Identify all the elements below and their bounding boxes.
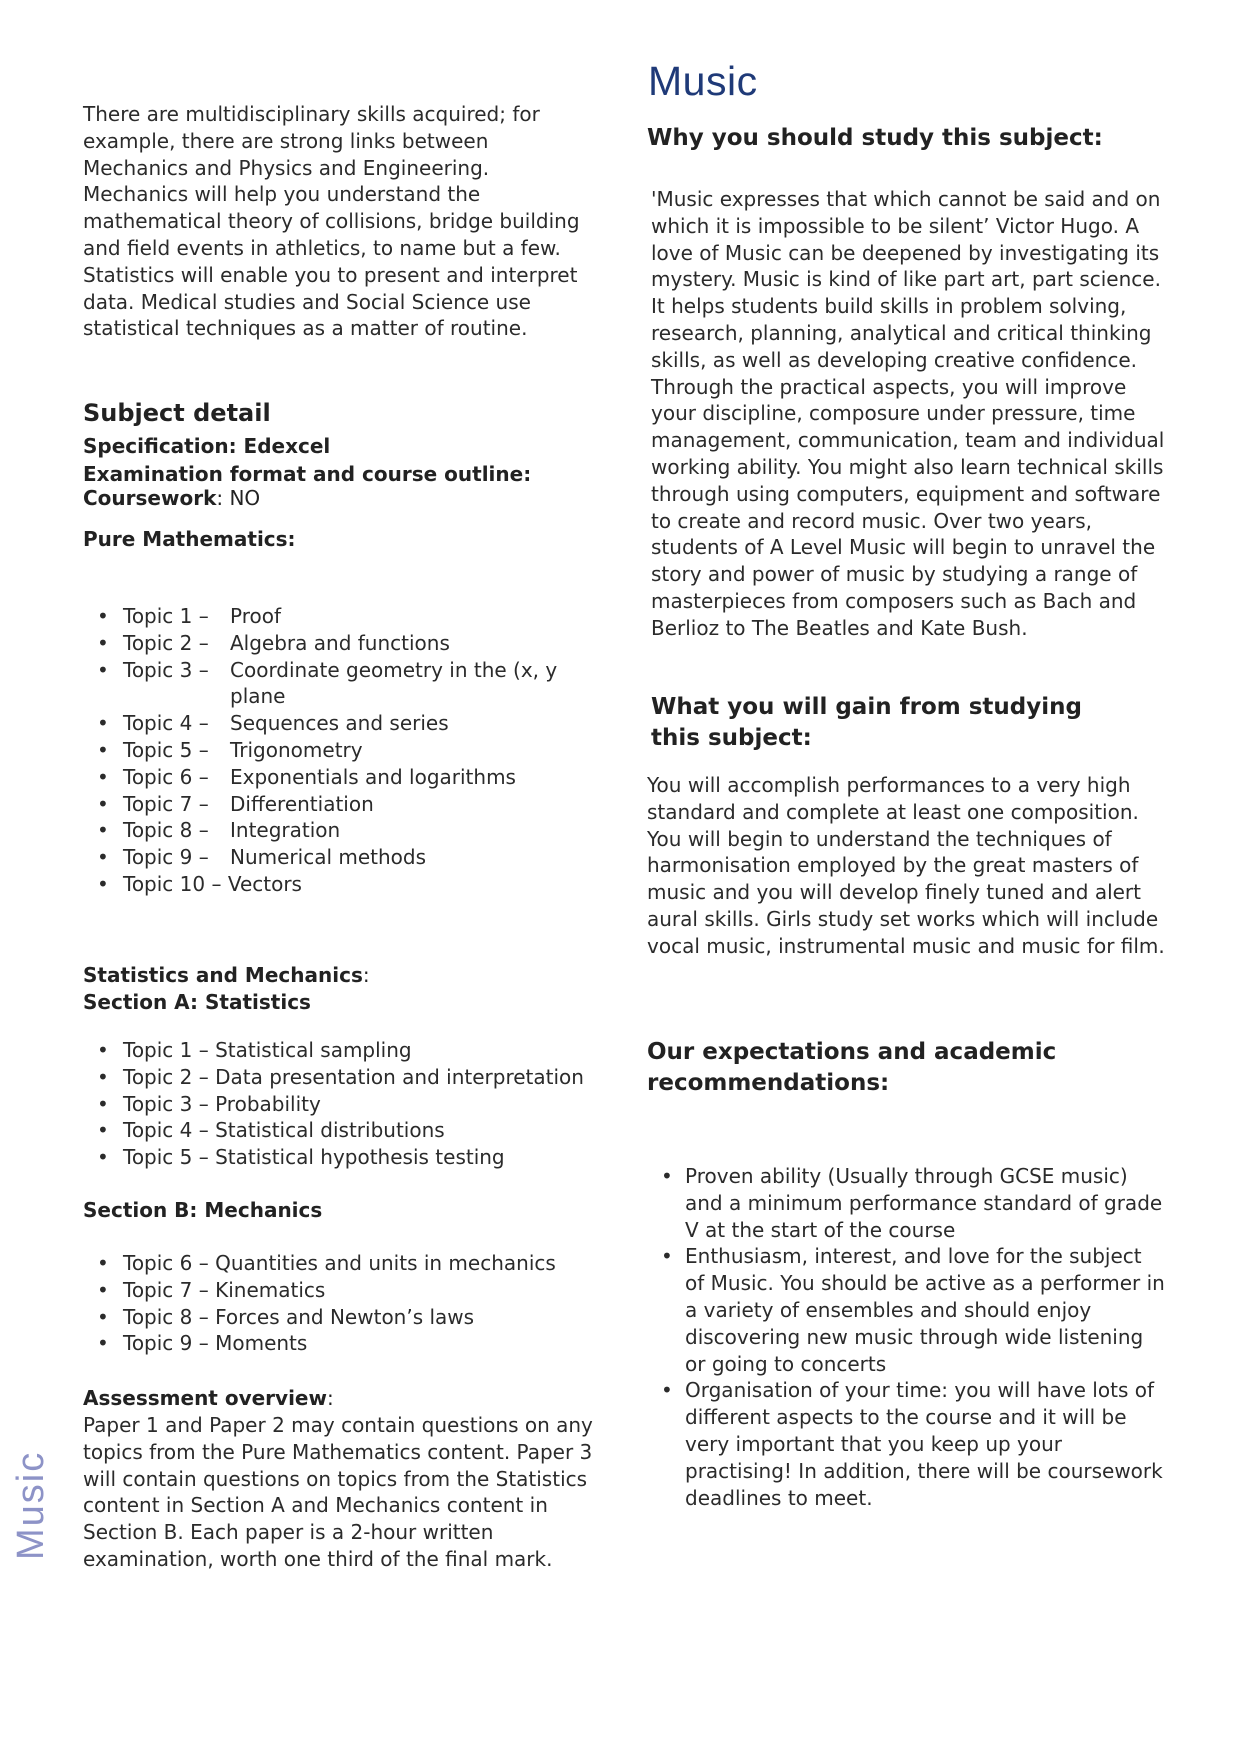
list-item: • Topic 3 – Probability: [83, 1091, 603, 1118]
list-item: • Topic 8 – Integration: [83, 817, 583, 844]
assessment-text: Paper 1 and Paper 2 may contain questions on any topics from the Pure Mathematics content. Paper 3 will contain questions on topics from the Statistics content in Section A and Mechanics content in Section B. Each paper is a 2-hour written examination, worth one third of the final mark.: [83, 1413, 593, 1571]
list-item: • Topic 4 – Sequences and series: [83, 710, 583, 737]
section-a-heading: Section A: Statistics: [83, 990, 311, 1014]
page-title: Music: [648, 58, 758, 104]
side-label: Music: [10, 1450, 52, 1560]
list-item: • Topic 9 – Moments: [83, 1330, 603, 1357]
list-item: • Topic 2 – Algebra and functions: [83, 630, 583, 657]
list-item: • Topic 8 – Forces and Newton’s laws: [83, 1304, 603, 1331]
list-item: • Enthusiasm, interest, and love for the subject of Music. You should be active as a performer in a variety of ensembles and should enjoy discovering new music through wide listening or going to concerts: [647, 1243, 1167, 1377]
specification: Specification: Edexcel: [83, 434, 331, 458]
stats-mech-heading: Statistics and Mechanics: [83, 963, 363, 987]
expectations-list: [647, 1163, 1167, 1511]
list-item: • Topic 5 – Trigonometry: [83, 737, 583, 764]
why-study-text: 'Music expresses that which cannot be said and on which it is impossible to be silent’ Victor Hugo. A love of Music can be deepened by investigating its mystery. Music is kind of like part art, part science. It helps students build skills in problem solving, research, planning, analytical and critical thinking skills, as well as developing creative confidence. Through the practical aspects, you will improve your discipline, composure under pressure, time management, communication, team and individual working ability. You might also learn technical skills through using computers, equipment and software to create and record music. Over two years, students of A Level Music will begin to unravel the story and power of music by studying a range of masterpieces from composers such as Bach and Berlioz to The Beatles and Kate Bush.: [651, 187, 1165, 640]
list-item: • Topic 4 – Statistical distributions: [83, 1117, 603, 1144]
list-item: • Organisation of your time: you will have lots of different aspects to the course and it will be very important that you keep up your practising! In addition, there will be coursework deadlines to meet.: [647, 1377, 1167, 1511]
exam-format-label: Examination format and course outline:: [83, 462, 532, 486]
list-item: • Proven ability (Usually through GCSE music) and a minimum performance standard of grade V at the start of the course: [647, 1163, 1167, 1243]
list-item: • Topic 10 – Vectors: [83, 871, 583, 898]
assessment-colon: :: [326, 1386, 334, 1410]
list-item: • Topic 6 – Quantities and units in mechanics: [83, 1250, 603, 1277]
list-item: • Topic 1 – Proof: [83, 603, 583, 630]
why-study-heading: Why you should study this subject:: [647, 125, 1103, 151]
list-item: • Topic 3 – Coordinate geometry in the (x, y plane: [83, 657, 583, 711]
list-item: • Topic 6 – Exponentials and logarithms: [83, 764, 583, 791]
gain-text: You will accomplish performances to a very high standard and complete at least one composition. You will begin to understand the techniques of harmonisation employed by the great masters of music and you will develop finely tuned and alert aural skills. Girls study set works which will include vocal music, instrumental music and music for film.: [647, 773, 1165, 958]
list-item: • Topic 2 – Data presentation and interpretation: [83, 1064, 603, 1091]
assessment-label: Assessment overview: [83, 1386, 327, 1410]
coursework-label: Coursework: [83, 486, 217, 510]
coursework-value: : NO: [216, 486, 261, 510]
section-b-heading: Section B: Mechanics: [83, 1198, 323, 1222]
assessment-heading-line: [83, 1385, 603, 1412]
list-item: • Topic 9 – Numerical methods: [83, 844, 583, 871]
stats-mech-heading-line: [83, 962, 603, 989]
list-item: • Topic 7 – Kinematics: [83, 1277, 603, 1304]
intro-paragraph: There are multidisciplinary skills acquired; for example, there are strong links between Mechanics and Physics and Engineering. Mechanics will help you understand the mathematical theory of collisions, bridge building and field events in athletics, to name but a few. Statistics will enable you to present and interpret data. Medical studies and Social Science use statistical techniques as a matter of routine.: [83, 102, 580, 341]
pure-math-heading: Pure Mathematics:: [83, 527, 296, 551]
pure-topics-list: [83, 603, 583, 898]
gain-heading: What you will gain from studying this subject:: [651, 694, 1082, 751]
list-item: • Topic 7 – Differentiation: [83, 791, 583, 818]
stats-topics-list: [83, 1037, 603, 1171]
subject-detail-heading: Subject detail: [83, 399, 271, 427]
coursework-line: [83, 485, 603, 512]
list-item: • Topic 1 – Statistical sampling: [83, 1037, 603, 1064]
mech-topics-list: [83, 1250, 603, 1357]
stats-mech-colon: :: [362, 963, 370, 987]
expectations-heading: Our expectations and academic recommendations:: [647, 1039, 1057, 1096]
list-item: • Topic 5 – Statistical hypothesis testing: [83, 1144, 603, 1171]
